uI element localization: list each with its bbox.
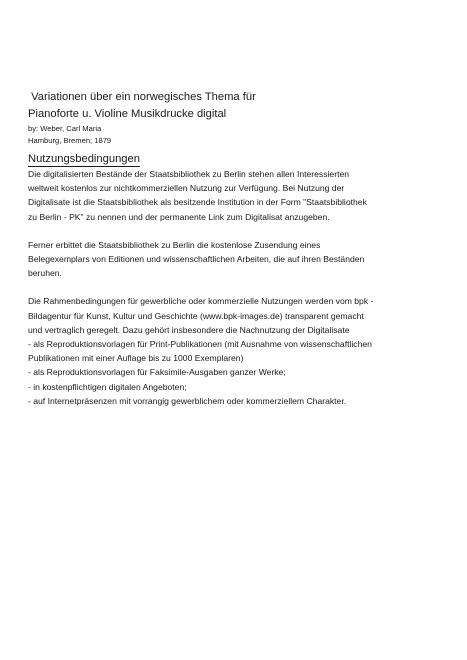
paragraph-line: - als Reproduktionsvorlagen für Print-Publikationen (mit Ausnahme von wissenschaftlichen [28,339,372,350]
paragraph-line: zu Berlin - PK" zu nennen und der permanente Link zum Digitalisat anzugeben. [28,211,330,222]
paragraph-line: Bildagentur für Kunst, Kultur und Geschichte (www.bpk-images.de) transparent gemacht [28,310,364,321]
paragraph-line: - auf Internetpräsenzen mit vorrangig gewerblichem oder kommerziellem Charakter. [28,395,347,406]
document-title-line-2: Pianoforte u. Violine Musikdrucke digital [28,108,227,120]
paragraph-line: - als Reproduktionsvorlagen für Faksimile-Ausgaben ganzer Werke; [28,367,286,378]
paragraph-line: - in kostenpflichtigen digitalen Angeboten; [28,381,187,392]
paragraph-line: beruhen. [28,268,62,279]
document-title-line-1: Variationen über ein norwegisches Thema für [28,91,256,103]
paragraph-commercial-use [28,294,418,408]
document-content [28,90,418,408]
paragraph-specimen-request [28,238,418,281]
paragraph-line: Die Rahmenbedingungen für gewerbliche oder kommerzielle Nutzungen werden vom bpk - [28,296,374,307]
author-line: by: Weber, Carl Maria [28,124,102,133]
paragraph-line: und vertraglich geregelt. Dazu gehört insbesondere die Nachnutzung der Digitalisate [28,324,350,335]
section-heading-nutzungsbedingungen: Nutzungsbedingungen [28,153,140,165]
paragraph-line: weltweit kostenlos zur nichtkommerziellen Nutzung zur Verfügung. Bei Nutzung der [28,183,345,194]
publication-line: Hamburg, Bremen; 1879 [28,136,112,145]
paragraph-line: Belegexemplars von Editionen und wissenschaftlichen Arbeiten, die auf ihren Beständen [28,254,365,265]
paragraph-line: Ferner erbittet die Staatsbibliothek zu Berlin die kostenlose Zusendung eines [28,239,321,250]
paragraph-line: Die digitalisierten Bestände der Staatsbibliothek zu Berlin stehen allen Interessierten [28,169,350,179]
paragraph-line: Publikationen mit einer Auflage bis zu 1000 Exemplaren) [28,353,244,364]
paragraph-line: Digitalisate ist die Staatsbibliothek als besitzende Institution in der Form "Staatsbibliothek [28,197,367,208]
paragraph-usage-terms [28,167,418,224]
